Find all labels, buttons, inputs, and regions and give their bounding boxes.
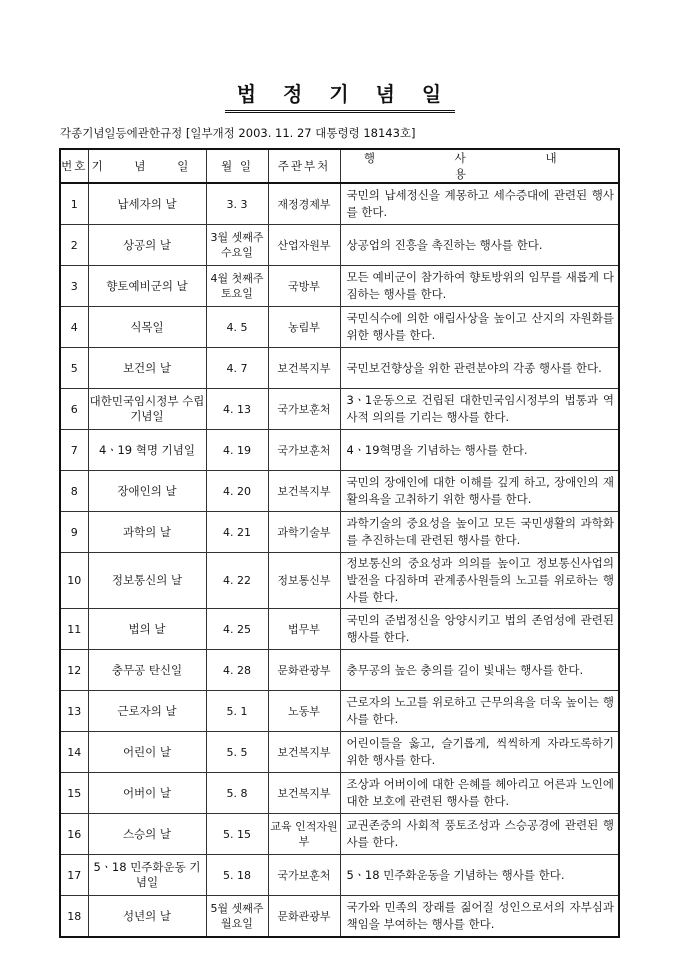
cell-name: 식목일 [88,307,206,348]
cell-no: 12 [60,650,88,691]
cell-desc: 국민식수에 의한 애림사상을 높이고 산지의 자원화를 위한 행사를 한다. [340,307,619,348]
table-row [60,691,619,732]
cell-desc: 교권존중의 사회적 풍토조성과 스승공경에 관련된 행사를 한다. [340,814,619,855]
table-row [60,855,619,896]
table-row [60,225,619,266]
cell-name: 충무공 탄신일 [88,650,206,691]
cell-desc: 국민의 납세정신을 계몽하고 세수증대에 관련된 행사를 한다. [340,183,619,225]
memorial-days-table [59,148,620,938]
table-row [60,266,619,307]
document-title: 법 정 기 념 일 [225,78,455,113]
cell-dept: 문화관광부 [268,650,340,691]
cell-dept: 재정경제부 [268,183,340,225]
cell-no: 3 [60,266,88,307]
cell-dept: 보건복지부 [268,732,340,773]
cell-name: 스승의 날 [88,814,206,855]
cell-date: 3월 셋째주 수요일 [206,225,268,266]
header-date: 월 일 [206,149,268,183]
table-row [60,896,619,938]
cell-desc: 5ㆍ18 민주화운동을 기념하는 행사를 한다. [340,855,619,896]
cell-date: 5. 8 [206,773,268,814]
cell-date: 4. 20 [206,471,268,512]
cell-dept: 국방부 [268,266,340,307]
cell-name: 정보통신의 날 [88,553,206,609]
cell-no: 6 [60,389,88,430]
cell-dept: 국가보훈처 [268,389,340,430]
header-no: 번호 [60,149,88,183]
cell-name: 대한민국임시정부 수립 기념일 [88,389,206,430]
table-row [60,553,619,609]
cell-date: 4. 21 [206,512,268,553]
header-desc-label: 행 사 내 용 [363,151,595,181]
table-row [60,609,619,650]
table-row [60,348,619,389]
table-row [60,732,619,773]
cell-no: 8 [60,471,88,512]
cell-desc: 국민보건향상을 위한 관련분야의 각종 행사를 한다. [340,348,619,389]
cell-desc: 국민의 준법정신을 앙양시키고 법의 존엄성에 관련된 행사를 한다. [340,609,619,650]
cell-desc: 어린이들을 옳고, 슬기롭게, 씩씩하게 자라도록하기 위한 행사를 한다. [340,732,619,773]
cell-desc: 충무공의 높은 충의를 길이 빛내는 행사를 한다. [340,650,619,691]
header-name-label: 기 념 일 [91,159,203,173]
cell-dept: 국가보훈처 [268,430,340,471]
table-body [60,183,619,937]
cell-no: 2 [60,225,88,266]
cell-date: 4. 19 [206,430,268,471]
cell-no: 13 [60,691,88,732]
cell-desc: 근로자의 노고를 위로하고 근무의욕을 더욱 높이는 행사를 한다. [340,691,619,732]
cell-no: 11 [60,609,88,650]
cell-no: 18 [60,896,88,938]
cell-name: 4ㆍ19 혁명 기념일 [88,430,206,471]
cell-date: 4. 5 [206,307,268,348]
cell-date: 4. 22 [206,553,268,609]
cell-dept: 농림부 [268,307,340,348]
table-row [60,650,619,691]
cell-date: 5. 15 [206,814,268,855]
document-title-wrap [0,78,680,113]
cell-name: 어버이 날 [88,773,206,814]
cell-name: 어린이 날 [88,732,206,773]
cell-dept: 법무부 [268,609,340,650]
cell-desc: 3ㆍ1운동으로 건립된 대한민국임시정부의 법통과 역사적 의의를 기리는 행사를 한다. [340,389,619,430]
cell-desc: 국민의 장애인에 대한 이해를 깊게 하고, 장애인의 재활의욕을 고취하기 위한 행사를 한다. [340,471,619,512]
cell-desc: 상공업의 진흥을 촉진하는 행사를 한다. [340,225,619,266]
cell-desc: 정보통신의 중요성과 의의를 높이고 정보통신사업의 발전을 다짐하며 관계종사원들의 노고를 위로하는 행사를 한다. [340,553,619,609]
document-subtitle: 각종기념일등에관한규정 [일부개정 2003. 11. 27 대통령령 18143호] [60,126,416,140]
cell-date: 4. 28 [206,650,268,691]
cell-dept: 과학기술부 [268,512,340,553]
table-row [60,307,619,348]
table-row [60,471,619,512]
cell-dept: 교육 인적자원부 [268,814,340,855]
table-row [60,773,619,814]
cell-no: 4 [60,307,88,348]
cell-name: 향토예비군의 날 [88,266,206,307]
header-name [88,149,206,183]
cell-name: 과학의 날 [88,512,206,553]
cell-desc: 4ㆍ19혁명을 기념하는 행사를 한다. [340,430,619,471]
cell-name: 성년의 날 [88,896,206,938]
table-row [60,430,619,471]
cell-desc: 모든 예비군이 참가하여 향토방위의 임무를 새롭게 다짐하는 행사를 한다. [340,266,619,307]
table-row [60,814,619,855]
cell-name: 5ㆍ18 민주화운동 기념일 [88,855,206,896]
cell-date: 4. 13 [206,389,268,430]
cell-desc: 조상과 어버이에 대한 은혜를 헤아리고 어른과 노인에 대한 보호에 관련된 행사를 한다. [340,773,619,814]
table-header-row [60,149,619,183]
cell-no: 17 [60,855,88,896]
cell-dept: 보건복지부 [268,348,340,389]
table-row [60,389,619,430]
cell-date: 4. 7 [206,348,268,389]
cell-name: 장애인의 날 [88,471,206,512]
header-desc [340,149,619,183]
cell-date: 4월 첫째주 토요일 [206,266,268,307]
cell-no: 14 [60,732,88,773]
header-dept: 주관부처 [268,149,340,183]
cell-no: 7 [60,430,88,471]
cell-date: 5. 1 [206,691,268,732]
cell-name: 보건의 날 [88,348,206,389]
cell-date: 4. 25 [206,609,268,650]
cell-desc: 과학기술의 중요성을 높이고 모든 국민생활의 과학화를 추진하는데 관련된 행사를 한다. [340,512,619,553]
cell-dept: 정보통신부 [268,553,340,609]
cell-dept: 보건복지부 [268,773,340,814]
cell-dept: 국가보훈처 [268,855,340,896]
cell-date: 5. 18 [206,855,268,896]
table-row [60,183,619,225]
cell-no: 16 [60,814,88,855]
cell-date: 3. 3 [206,183,268,225]
cell-date: 5. 5 [206,732,268,773]
cell-dept: 문화관광부 [268,896,340,938]
cell-date: 5월 셋째주 월요일 [206,896,268,938]
cell-no: 10 [60,553,88,609]
cell-name: 근로자의 날 [88,691,206,732]
cell-dept: 보건복지부 [268,471,340,512]
cell-dept: 노동부 [268,691,340,732]
cell-no: 15 [60,773,88,814]
cell-desc: 국가와 민족의 장래를 짊어질 성인으로서의 자부심과 책임을 부여하는 행사를 한다. [340,896,619,938]
cell-name: 상공의 날 [88,225,206,266]
cell-name: 납세자의 날 [88,183,206,225]
cell-no: 9 [60,512,88,553]
cell-dept: 산업자원부 [268,225,340,266]
cell-name: 법의 날 [88,609,206,650]
table-row [60,512,619,553]
cell-no: 5 [60,348,88,389]
cell-no: 1 [60,183,88,225]
